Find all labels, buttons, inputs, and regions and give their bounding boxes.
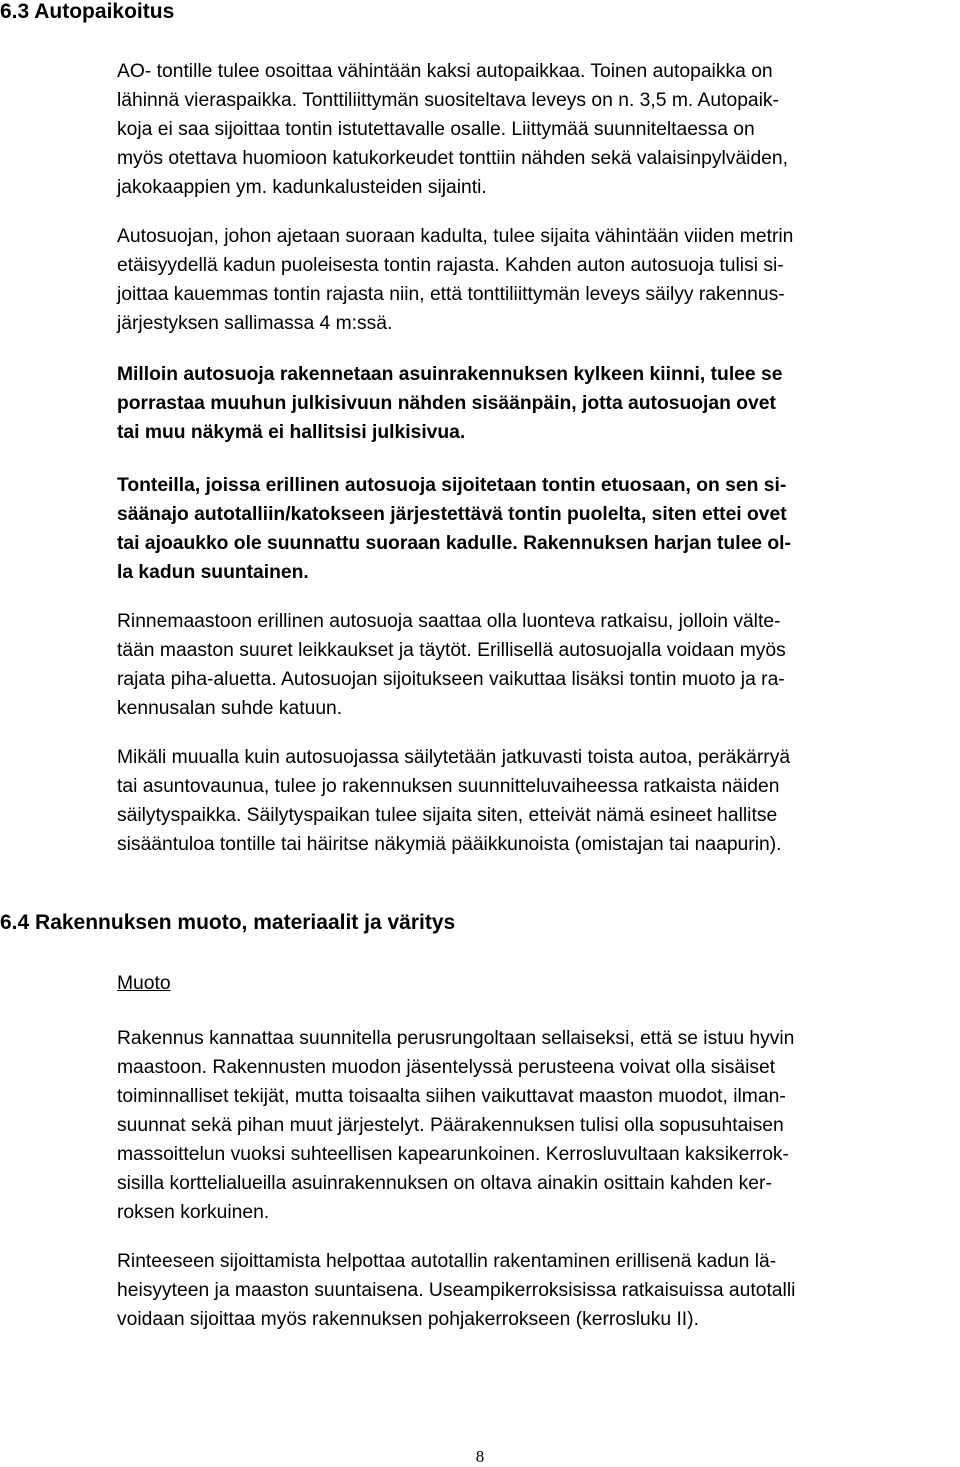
paragraph-line: porrastaa muuhun julkisivuun nähden sisäänpäin, jotta autosuojan ovet — [117, 393, 776, 414]
subheading-muoto — [117, 969, 960, 998]
paragraph-attached-garage — [117, 360, 960, 447]
paragraph-slope-terrain — [117, 607, 960, 723]
page-number: 8 — [475, 1447, 485, 1466]
paragraph-line: koja ei saa sijoittaa tontin istutettavalle osalle. Liittymää suunniteltaessa on — [117, 119, 755, 140]
paragraph-line: tai muu näkymä ei hallitsisi julkisivua. — [117, 422, 466, 443]
paragraph-line: Autosuojan, johon ajetaan suoraan kadulta, tulee sijaita vähintään viiden metrin — [117, 226, 794, 247]
paragraph-line: Rinnemaastoon erillinen autosuoja saattaa olla luonteva ratkaisu, jolloin välte- — [117, 611, 781, 632]
section-heading-building-form: 6.4 Rakennuksen muoto, materiaalit ja väritys — [0, 911, 456, 934]
paragraph-line: järjestyksen sallimassa 4 m:ssä. — [117, 313, 393, 334]
paragraph-line: säänajo autotalliin/katokseen järjestettävä tontin puolelta, siten ettei ovet — [117, 504, 787, 525]
paragraph-line: Rakennus kannattaa suunnitella perusrungoltaan sellaiseksi, että se istuu hyvin — [117, 1028, 795, 1049]
paragraph-line: Mikäli muualla kuin autosuojassa säilytetään jatkuvasti toista autoa, peräkärryä — [117, 747, 791, 768]
paragraph-line: tai asuntovaunua, tulee jo rakennuksen suunnitteluvaiheessa ratkaista näiden — [117, 776, 780, 797]
paragraph-line: Rinteeseen sijoittamista helpottaa autotallin rakentaminen erillisenä kadun lä- — [117, 1251, 777, 1272]
paragraph-slope-placement — [117, 1247, 960, 1334]
paragraph-line: voidaan sijoittaa myös rakennuksen pohjakerrokseen (kerrosluku II). — [117, 1309, 699, 1330]
paragraph-line: heisyyteen ja maaston suuntaisena. Useampikerroksisissa ratkaisuissa autotalli — [117, 1280, 796, 1301]
paragraph-line: joittaa kauemmas tontin rajasta niin, että tonttiliittymän leveys säilyy rakennus- — [117, 284, 785, 305]
paragraph-line: roksen korkuinen. — [117, 1202, 270, 1223]
paragraph-line: lähinnä vieraspaikka. Tonttiliittymän suositeltava leveys on n. 3,5 m. Autopaik- — [117, 90, 779, 111]
paragraph-line: suunnat sekä pihan muut järjestelyt. Päärakennuksen tulisi olla sopusuhtaisen — [117, 1115, 784, 1136]
paragraph-line: jakokaappien ym. kadunkalusteiden sijainti. — [117, 177, 487, 198]
paragraph-line: tään maaston suuret leikkaukset ja täytöt. Erillisellä autosuojalla voidaan myös — [117, 640, 786, 661]
paragraph-line: AO- tontille tulee osoittaa vähintään kaksi autopaikkaa. Toinen autopaikka on — [117, 61, 773, 82]
paragraph-line: sisilla korttelialueilla asuinrakennuksen on oltava ainakin osittain kahden ker- — [117, 1173, 772, 1194]
subheading-text: Muoto — [117, 973, 171, 994]
paragraph-line: Tonteilla, joissa erillinen autosuoja sijoitetaan tontin etuosaan, on sen si- — [117, 475, 787, 496]
paragraph-line: myös otettava huomioon katukorkeudet tonttiin nähden sekä valaisinpylväiden, — [117, 148, 788, 169]
paragraph-line: Milloin autosuoja rakennetaan asuinrakennuksen kylkeen kiinni, tulee se — [117, 364, 783, 385]
paragraph-garage-distance — [117, 222, 960, 338]
paragraph-line: kennusalan suhde katuun. — [117, 698, 343, 719]
paragraph-line: toiminnalliset tekijät, mutta toisaalta siihen vaikuttavat maaston muodot, ilman- — [117, 1086, 786, 1107]
paragraph-parking-requirements — [117, 57, 960, 202]
paragraph-line: rajata piha-aluetta. Autosuojan sijoitukseen vaikuttaa lisäksi tontin muoto ja ra- — [117, 669, 785, 690]
paragraph-line: säilytyspaikka. Säilytyspaikan tulee sijaita siten, etteivät nämä esineet hallitse — [117, 805, 778, 826]
paragraph-line: etäisyydellä kadun puoleisesta tontin rajasta. Kahden auton autosuoja tulisi si- — [117, 255, 784, 276]
section-heading-autopaikoitus: 6.3 Autopaikoitus — [0, 0, 175, 23]
paragraph-separate-garage — [117, 471, 960, 587]
paragraph-vehicle-storage — [117, 743, 960, 859]
paragraph-line: massoittelun vuoksi suhteellisen kapearunkoinen. Kerrosluvultaan kaksikerrok- — [117, 1144, 789, 1165]
paragraph-building-body — [117, 1024, 960, 1227]
paragraph-line: sisääntuloa tontille tai häiritse näkymiä pääikkunoista (omistajan tai naapurin). — [117, 834, 782, 855]
paragraph-line: tai ajoaukko ole suunnattu suoraan kadulle. Rakennuksen harjan tulee ol- — [117, 533, 791, 554]
paragraph-line: maastoon. Rakennusten muodon jäsentelyssä perusteena voivat olla sisäiset — [117, 1057, 776, 1078]
paragraph-line: la kadun suuntainen. — [117, 562, 309, 583]
